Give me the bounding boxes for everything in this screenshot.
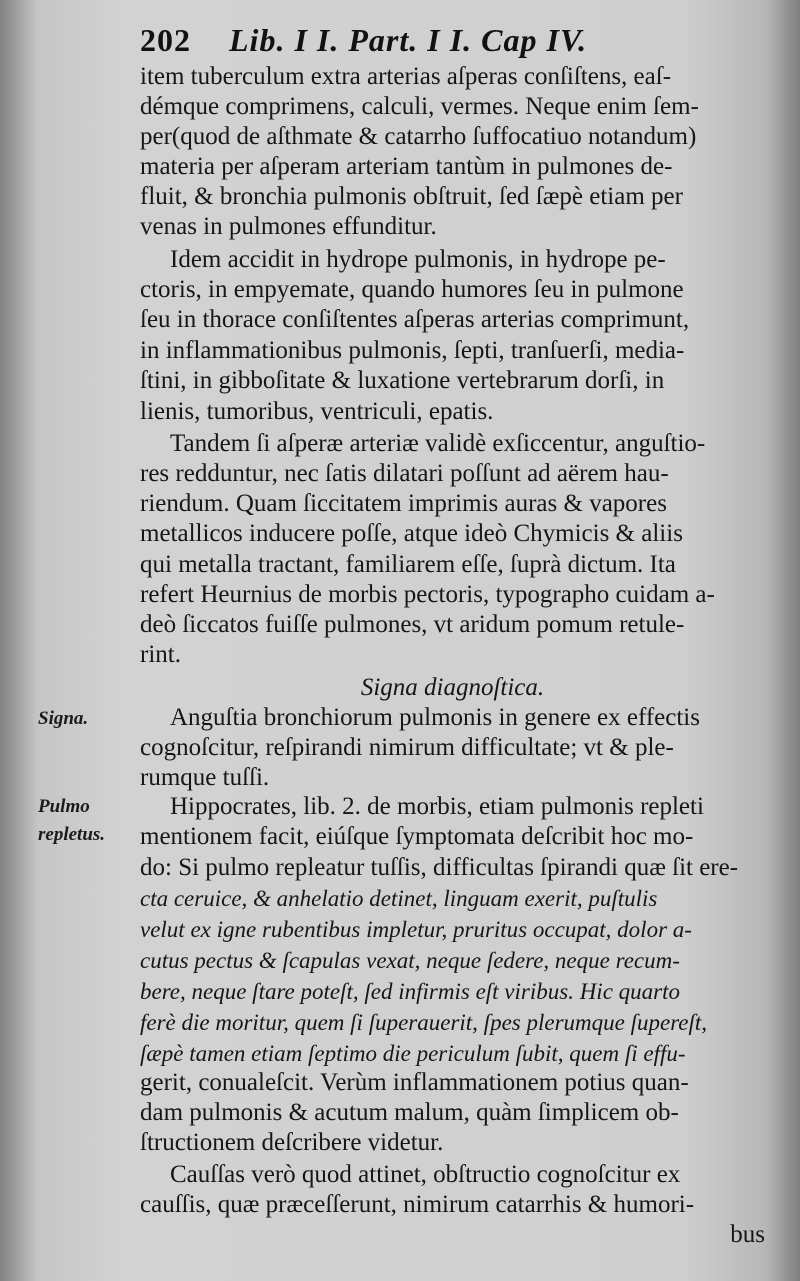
text-line: ſeu in thorace conſiſtentes aſperas arterias comprimunt, (140, 306, 690, 333)
text-line: ſtini, in gibboſitate & luxatione vertebrarum dorſi, in (140, 367, 665, 394)
section-heading: Signa diagnoſtica. (360, 674, 545, 701)
text-line: per(quod de aſthmate & catarrho ſuffocatiuo notandum) (140, 123, 697, 150)
text-line: ſtructionem deſcribere videtur. (140, 1129, 444, 1156)
text-line: Tandem ſi aſperæ arteriæ validè exſiccentur, anguſtio- (170, 430, 706, 457)
running-title: Lib. I I. Part. I I. Cap IV. (229, 22, 588, 58)
page-number: 202 (140, 22, 191, 58)
text-line: dam pulmonis & acutum malum, quàm ſimplicem ob- (140, 1099, 679, 1126)
text-line: cauſſis, quæ præceſſerunt, nimirum catarrhis & humori- (140, 1191, 695, 1218)
text-line: ferè die moritur, quem ſi ſuperauerit, ſpes plerumque ſupereſt, (140, 1010, 708, 1035)
text-line: Idem accidit in hydrope pulmonis, in hydrope pe- (170, 246, 666, 273)
text-line: rint. (140, 641, 181, 668)
text-line: in inflammationibus pulmonis, ſepti, tranſuerſi, media- (140, 337, 685, 364)
text-line: qui metalla tractant, familiarem eſſe, ſuprà dictum. Ita (140, 551, 676, 578)
text-line: rumque tuſſi. (140, 764, 270, 791)
text-line: item tuberculum extra arterias aſperas conſiſtens, eaſ- (140, 63, 672, 90)
text-line: gerit, conualeſcit. Verùm inflammationem potius quan- (140, 1069, 689, 1096)
margin-note-signa: Signa. (38, 708, 89, 729)
text-line: cta ceruice, & anhelatio detinet, linguam exerit, puſtulis (140, 886, 658, 911)
text-line: venas in pulmones effunditur. (140, 213, 437, 240)
catchword: bus (730, 1221, 765, 1248)
text-line: deò ſiccatos fuiſſe pulmones, vt aridum pomum retule- (140, 611, 685, 638)
text-line: riendum. Quam ſiccitatem imprimis auras & vapores (140, 490, 667, 517)
text-line: res redduntur, nec ſatis dilatari poſſunt ad aërem hau- (140, 460, 669, 487)
text-line: bere, neque ſtare poteſt, ſed infirmis eſt viribus. Hic quarto (140, 979, 680, 1004)
text-line: mentionem facit, eiúſque ſymptomata deſcribit hoc mo- (140, 823, 694, 850)
margin-note-pulmo: Pulmo (38, 796, 90, 817)
text-line: refert Heurnius de morbis pectoris, typographo cuidam a- (140, 581, 715, 608)
text-line: fluit, & bronchia pulmonis obſtruit, ſed ſæpè etiam per (140, 183, 683, 210)
text-line: do: Si pulmo repleatur tuſſis, difficultas ſpirandi quæ ſit ere- (140, 854, 739, 881)
gutter-shadow (0, 0, 36, 1281)
text-line: Anguſtia bronchiorum pulmonis in genere ex effectis (170, 704, 700, 731)
text-line: materia per aſperam arteriam tantùm in pulmones de- (140, 153, 673, 180)
text-line: Cauſſas verò quod attinet, obſtructio cognoſcitur ex (170, 1161, 681, 1188)
text-line: démque comprimens, calculi, vermes. Neque enim ſem- (140, 93, 699, 120)
text-line: ctoris, in empyemate, quando humores ſeu in pulmone (140, 276, 684, 303)
text-line: ſæpè tamen etiam ſeptimo die periculum ſubit, quem ſi effu- (140, 1041, 686, 1066)
page-edge-shadow (770, 0, 800, 1281)
text-line: lienis, tumoribus, ventriculi, epatis. (140, 398, 494, 425)
text-line: cognoſcitur, reſpirandi nimirum difficultate; vt & ple- (140, 734, 674, 761)
text-line: Hippocrates, lib. 2. de morbis, etiam pulmonis repleti (170, 793, 704, 820)
text-line: metallicos inducere poſſe, atque ideò Chymicis & aliis (140, 520, 683, 547)
text-line: velut ex igne rubentibus impletur, pruritus occupat, dolor a- (140, 917, 692, 942)
margin-note-repletus: repletus. (38, 824, 106, 845)
text-line: cutus pectus & ſcapulas vexat, neque ſedere, neque recum- (140, 948, 680, 973)
running-header (140, 22, 660, 59)
